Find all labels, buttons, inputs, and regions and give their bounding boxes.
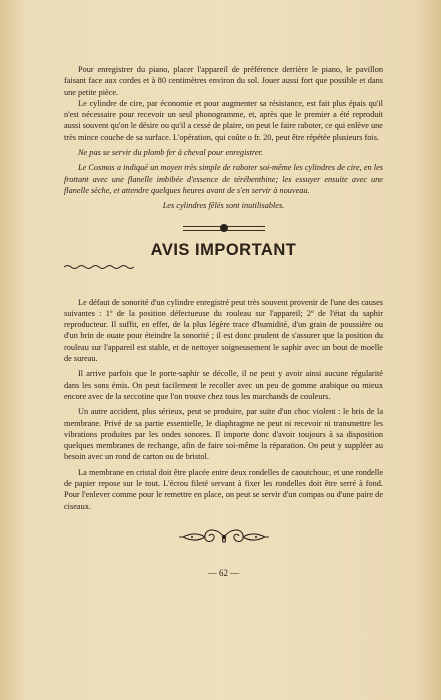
paragraph-cylindre: Le cylindre de cire, par économie et pour augmenter sa résistance, est fait plus épais qu'il n'est nécessaire pour recevoir un seul phonogramme, et, après que le premier a été reproduit aussi souvent qu'on le désire ou qu'il a cessé de plaire, on peut le faire raboter, ce qui enlève une très mince couche de sa surface. L'opération, qui coûte o fr. 20, peut être répétée plusieurs fois. [64, 98, 383, 142]
paragraph-sonorite: Le défaut de sonorité d'un cylindre enregistré peut très souvent provenir de l'une des causes suivantes : 1º de la position défectueuse du rouleau sur l'appareil; 2º de l'état du saphir reproducteur. Il suffit, en effet, de la plus légère trace d'humidité, d'un grain de poussière ou d'un brin de ouate pour éteindre la sonorité ; il est donc prudent de s'assurer que la position du rouleau sur l'appareil est stable, et de nettoyer soigneusement le saphir avec un bout de moelle de sureau. [64, 297, 383, 364]
decorative-ornament [177, 526, 271, 548]
section-heading: AVIS IMPORTANT [150, 240, 297, 259]
paragraph-cristal: La membrane en cristal doit être placée entre deux rondelles de caoutchouc, et une rondelle de papier repose sur le tout. L'écrou fileté servant à fixer les rondelles doit être serré à fond. Pour l'enlever comme pour le remettre en place, on peut se servir d'un compas ou d'une paire de ciseaux. [64, 467, 383, 511]
heading-flourish [64, 264, 134, 270]
note-cosmos: Le Cosmos a indiqué un moyen très simple de raboter soi-même les cylindres de cire, en les frottant avec une flanelle imbibée d'essence de térébenthine; les essuyer ensuite avec une flanelle sèche, et attendre quelques heures avant de s'en servir à nouveau. [64, 163, 383, 195]
paragraph-piano: Pour enregistrer du piano, placer l'appareil de préférence derrière le piano, le pavillon faisant face aux cordes et à 80 centimètres environ du sol. Jouer aussi fort que possible et dans une petite pièce. [64, 65, 383, 97]
section-divider [183, 226, 265, 231]
note-cylindres-feles: Les cylindres fêlés sont inutilisables. [162, 201, 285, 211]
note-plomb: Ne pas se servir du plomb fer à cheval pour enregistrer. [78, 148, 263, 158]
paragraph-membrane: Un autre accident, plus sérieux, peut se produire, par suite d'un choc violent : le bris de la membrane. Privé de sa partie essentielle, le diaphragme ne peut ni recevoir ni transmettre les vibrations produites par les ondes sonores. Il importe donc d'avoir toujours à sa disposition quelques membranes de rechange, afin de faire soi-même la réparation. On peut y suppléer au besoin avec un rond de carton ou de bristol. [64, 407, 383, 462]
paragraph-porte-saphir: Il arrive parfois que le porte-saphir se décolle, il ne peut y avoir ainsi aucune régularité dans les sons émis. On peut facilement le recoller avec un peu de gomme arabique ou mieux encore avec de la seccotine que l'on trouve chez tous les marchands de couleurs. [64, 369, 383, 401]
page-number: — 62 — [207, 567, 240, 578]
